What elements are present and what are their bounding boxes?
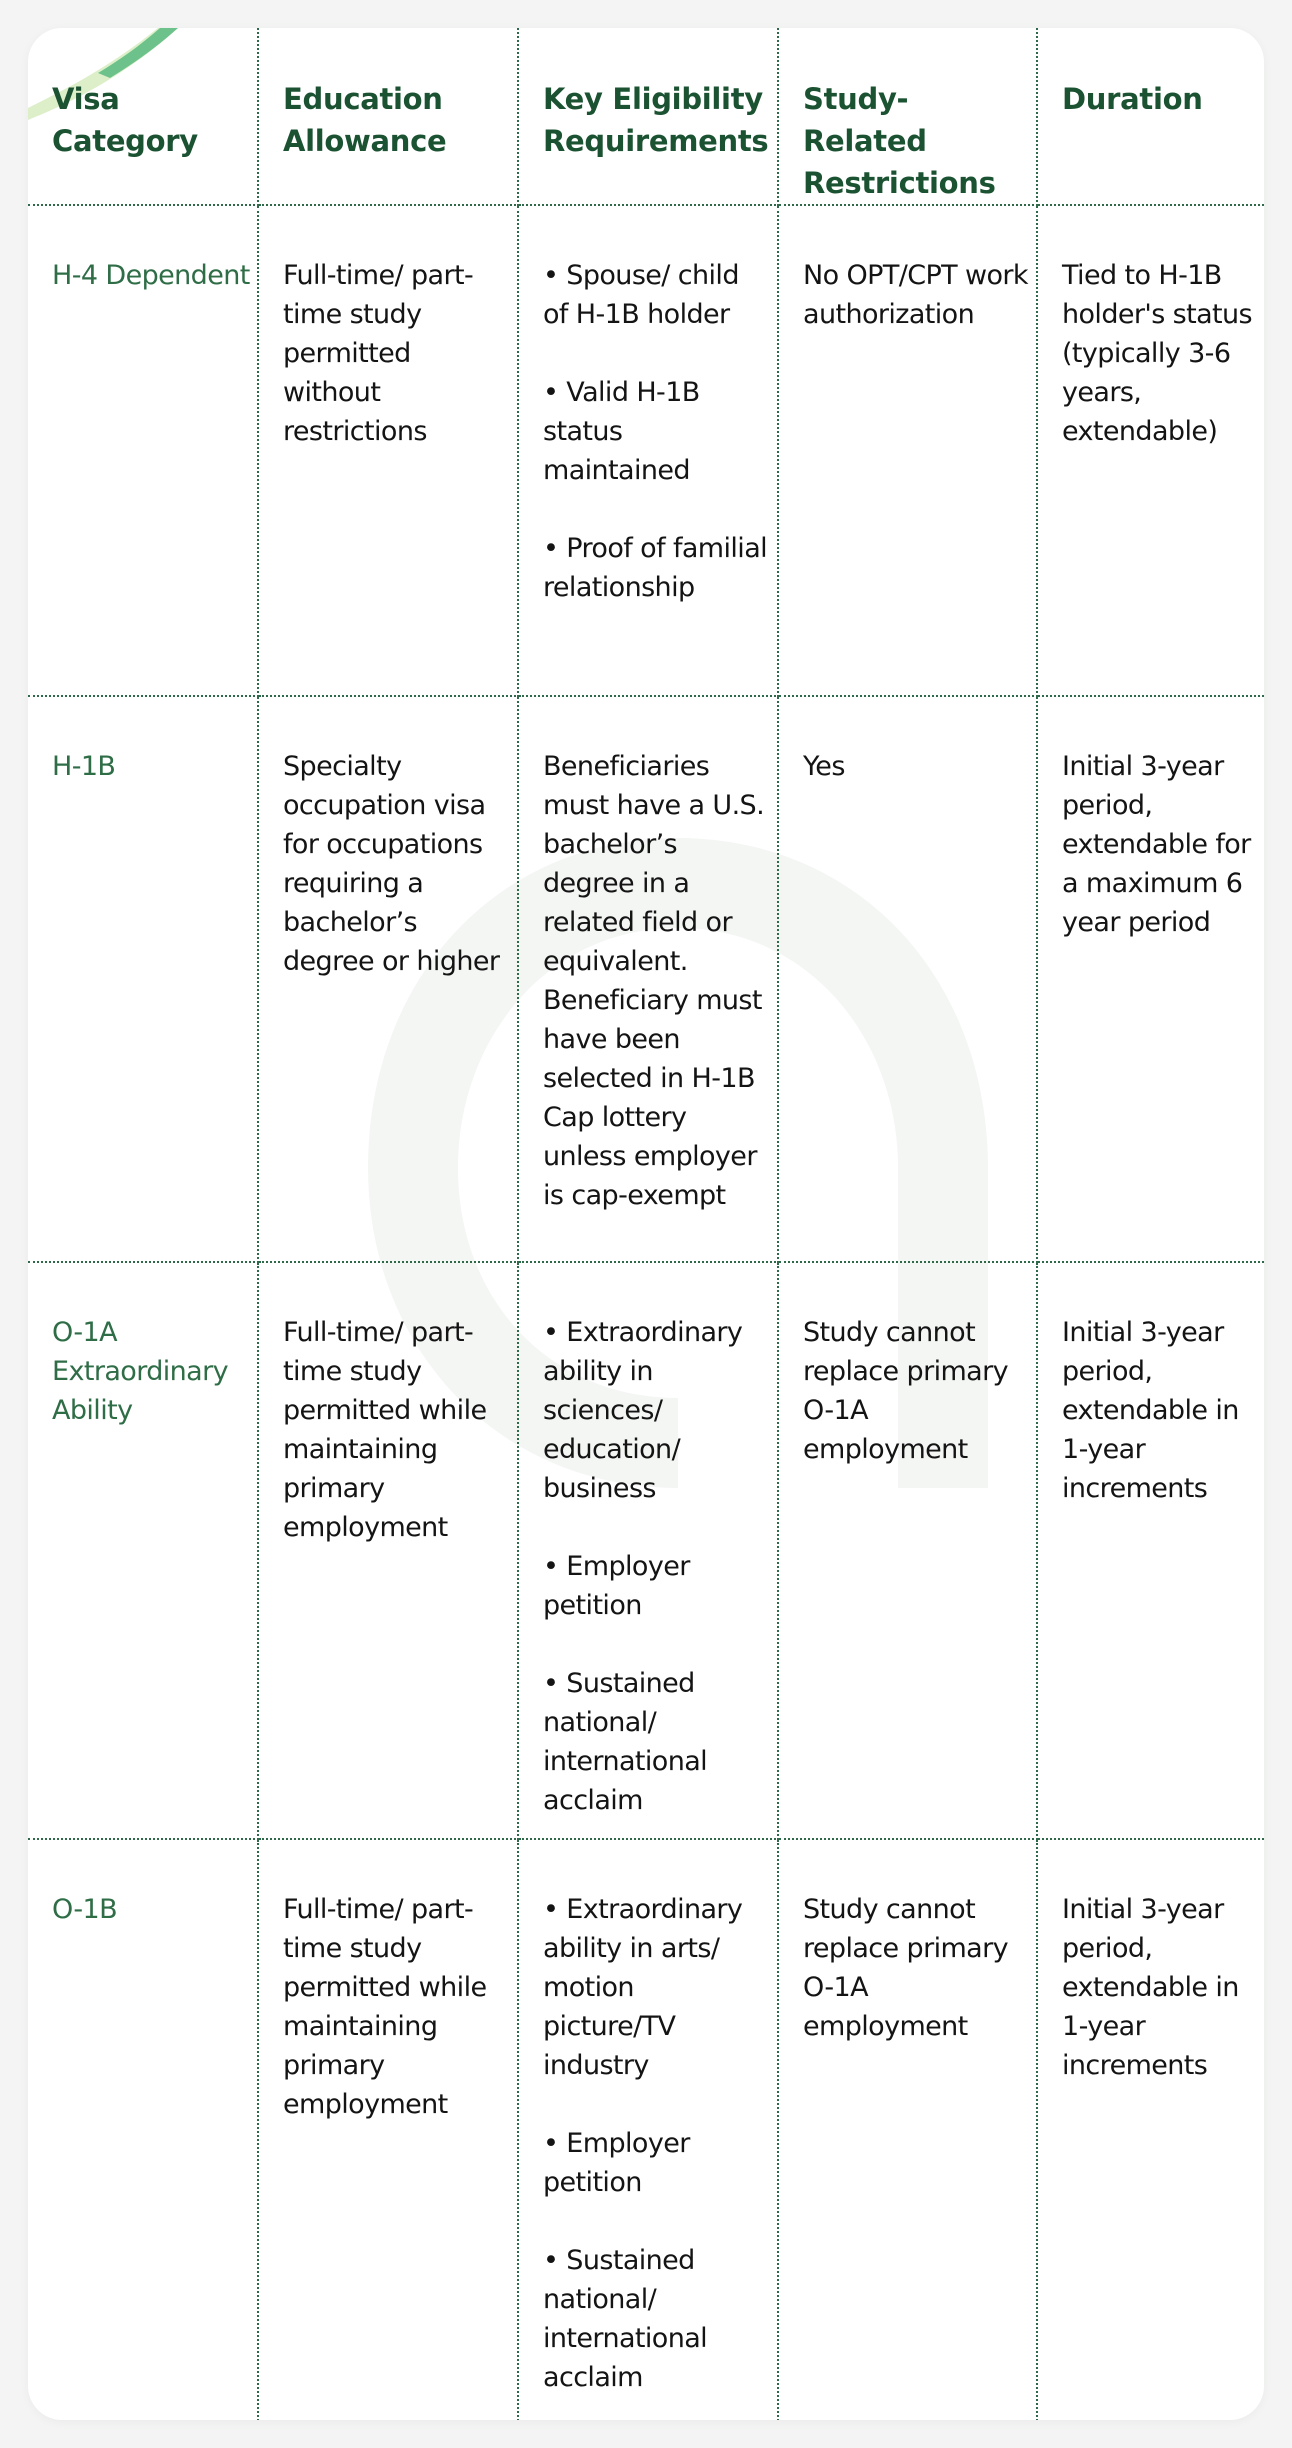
- cell-requirements: [518, 1262, 778, 1839]
- requirement-item: • Spouse/ child of H-1B holder: [543, 260, 739, 330]
- cell-requirements: [518, 205, 778, 696]
- cell-duration: Initial 3-year period, extendable in 1-year increments: [1062, 1894, 1239, 2081]
- header-visa-category: Visa Category: [28, 28, 258, 205]
- header-study-restrictions: Study-Related Restrictions: [778, 28, 1037, 205]
- requirement-item: • Extraordinary ability in arts/ motion picture/TV industry: [543, 1894, 743, 2081]
- cell-category: H-4 Dependent: [28, 205, 258, 696]
- cell-duration: Initial 3-year period, extendable in 1-year increments: [1037, 1262, 1264, 1839]
- cell-requirements: [518, 696, 778, 1262]
- cell-restrictions: No OPT/CPT work authorization: [778, 205, 1037, 696]
- cell-allowance: Specialty occupation visa for occupations requiring a bachelor’s degree or higher: [258, 696, 518, 1262]
- cell-duration: Tied to H-1B holder's status (typically 3-6 years, extendable): [1037, 205, 1264, 696]
- header-key-eligibility: Key Eligibility Requirements: [518, 28, 778, 205]
- visa-comparison-card: [28, 28, 1264, 2420]
- cell-restrictions: Yes: [778, 696, 1037, 1262]
- cell-restrictions: Study cannot replace primary O-1A employment: [778, 1839, 1037, 2420]
- requirement-item: • Extraordinary ability in sciences/ education/ business: [543, 1317, 743, 1504]
- cell-category: O-1B: [28, 1839, 258, 2420]
- cell-requirements: [518, 1839, 778, 2420]
- requirement-item: • Sustained national/ international acclaim: [543, 1668, 708, 1816]
- cell-allowance: Full-time/ part-time study permitted without restrictions: [258, 205, 518, 696]
- header-education-allowance: Education Allowance: [258, 28, 518, 205]
- requirement-item: • Sustained national/ international acclaim: [543, 2245, 708, 2393]
- cell-restrictions: Study cannot replace primary O-1A employment: [778, 1262, 1037, 1839]
- header-duration: Duration: [1037, 28, 1264, 205]
- requirement-item: Beneficiaries must have a U.S. bachelor’s degree in a related field or equivalent. Beneficiary must have been selected in H-1B Cap lottery unless employer is cap-exempt: [543, 751, 765, 1211]
- requirement-item: • Employer petition: [543, 2128, 690, 2198]
- table-row: [28, 696, 1264, 1262]
- cell-category: H-1B: [28, 696, 258, 1262]
- requirement-item: • Employer petition: [543, 1551, 690, 1621]
- table-row: [28, 205, 1264, 696]
- visa-table: [28, 28, 1264, 2420]
- header-row: [28, 28, 1264, 205]
- requirement-item: • Valid H-1B status maintained: [543, 377, 700, 486]
- table-row: [28, 1262, 1264, 1839]
- cell-allowance: Full-time/ part-time study permitted while maintaining primary employment: [258, 1262, 518, 1839]
- table-row: [28, 1839, 1264, 2420]
- requirement-item: • Proof of familial relationship: [543, 533, 768, 603]
- cell-duration: Initial 3-year period, extendable for a maximum 6 year period: [1037, 696, 1264, 1262]
- cell-allowance: Full-time/ part-time study permitted while maintaining primary employment: [258, 1839, 518, 2420]
- cell-category: O-1A Extraordinary Ability: [28, 1262, 258, 1839]
